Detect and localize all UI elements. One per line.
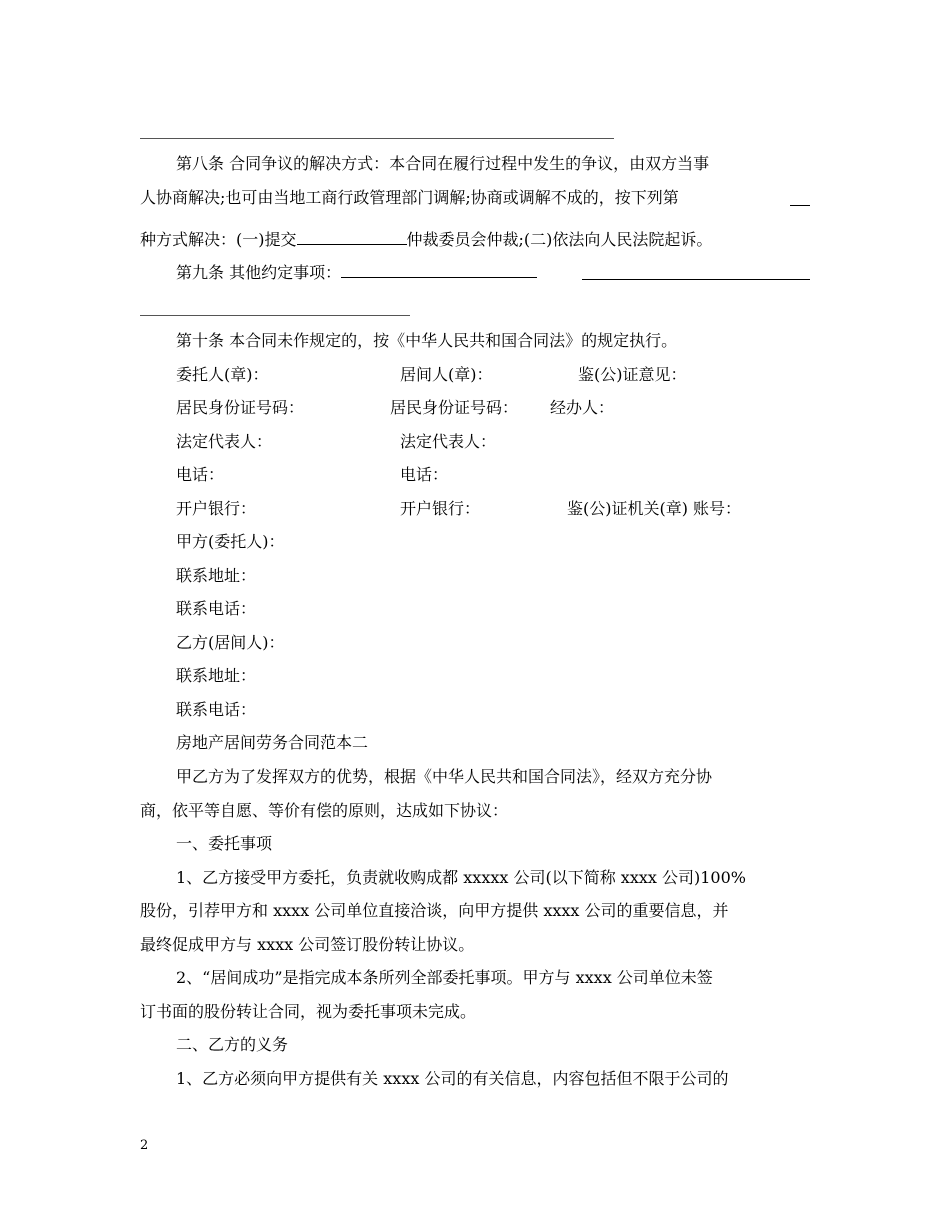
template2-title: 房地产居间劳务合同范本二 bbox=[176, 733, 369, 752]
sig-intermediary-id: 居民身份证号码： bbox=[390, 398, 519, 417]
party-b-label: 乙方(居间人)： bbox=[176, 633, 285, 652]
item2-line2: 订书面的股份转让合同，视为委托事项未完成。 bbox=[140, 1002, 477, 1021]
sig-intermediary-phone: 电话： bbox=[400, 465, 449, 484]
article8-line3-end: 仲裁委员会仲裁;(二)依法向人民法院起诉。 bbox=[406, 230, 713, 249]
article8-line2: 人协商解决;也可由当地工商行政管理部门调解;协商或调解不成的，按下列第 bbox=[140, 188, 679, 207]
sig-entrustor-id: 居民身份证号码： bbox=[176, 398, 305, 417]
sig-entrustor-phone: 电话： bbox=[176, 465, 225, 484]
page-number: 2 bbox=[140, 1138, 149, 1153]
item1-line3: 最终促成甲方与 xxxx 公司签订股份转让协议。 bbox=[140, 935, 475, 954]
sig-entrustor-rep: 法定代表人： bbox=[176, 432, 273, 451]
sig-intermediary-seal: 居间人(章)： bbox=[400, 365, 493, 384]
party-a-label: 甲方(委托人)： bbox=[176, 532, 285, 551]
article10-line1: 第十条 本合同未作规定的，按《中华人民共和国合同法》的规定执行。 bbox=[176, 331, 678, 350]
item1-line1: 1、乙方接受甲方委托，负责就收购成都 xxxxx 公司(以下简称 xxxx 公司)100% bbox=[176, 868, 746, 887]
section2-item1-line1: 1、乙方必须向甲方提供有关 xxxx 公司的有关信息，内容包括但不限于公司的 bbox=[176, 1069, 729, 1088]
template2-intro-line2: 商，依平等自愿、等价有偿的原则，达成如下协议： bbox=[140, 801, 509, 820]
blank-fill-line bbox=[140, 138, 614, 139]
sig-intermediary-rep: 法定代表人： bbox=[400, 432, 497, 451]
article8-line3 bbox=[140, 229, 712, 250]
item1-line2: 股份，引荐甲方和 xxxx 公司单位直接洽谈，向甲方提供 xxxx 公司的重要信息，并 bbox=[140, 901, 729, 920]
party-b-phone: 联系电话： bbox=[176, 700, 257, 719]
section2-title: 二、乙方的义务 bbox=[176, 1035, 289, 1054]
sig-notary-opinion: 鉴(公)证意见： bbox=[578, 365, 687, 384]
article9-text: 第九条 其他约定事项： bbox=[176, 263, 342, 282]
section1-title: 一、委托事项 bbox=[176, 834, 273, 853]
article8-line3-start: 种方式解决：(一)提交 bbox=[140, 230, 297, 249]
party-a-address: 联系地址： bbox=[176, 566, 257, 585]
item2-line1: 2、“居间成功”是指完成本条所列全部委托事项。甲方与 xxxx 公司单位未签 bbox=[176, 968, 713, 987]
sig-entrustor-bank: 开户银行： bbox=[176, 499, 257, 518]
sig-intermediary-bank: 开户银行： bbox=[400, 499, 481, 518]
party-a-phone: 联系电话： bbox=[176, 599, 257, 618]
party-b-address: 联系地址： bbox=[176, 666, 257, 685]
sig-handler: 经办人： bbox=[550, 398, 615, 417]
template2-intro-line1: 甲乙方为了发挥双方的优势，根据《中华人民共和国合同法》，经双方充分协 bbox=[176, 767, 713, 786]
blank-fill-other-1 bbox=[341, 262, 537, 278]
blank-fill-short bbox=[790, 190, 810, 206]
blank-fill-other-3 bbox=[140, 315, 410, 316]
article9-line1 bbox=[176, 262, 537, 283]
blank-fill-other-2 bbox=[582, 264, 810, 280]
blank-fill-arbitration bbox=[297, 229, 407, 245]
article8-line1: 第八条 合同争议的解决方式：本合同在履行过程中发生的争议，由双方当事 bbox=[176, 154, 710, 173]
sig-notary-account: 鉴(公)证机关(章) 账号： bbox=[567, 499, 742, 518]
sig-entrustor-seal: 委托人(章)： bbox=[176, 365, 269, 384]
